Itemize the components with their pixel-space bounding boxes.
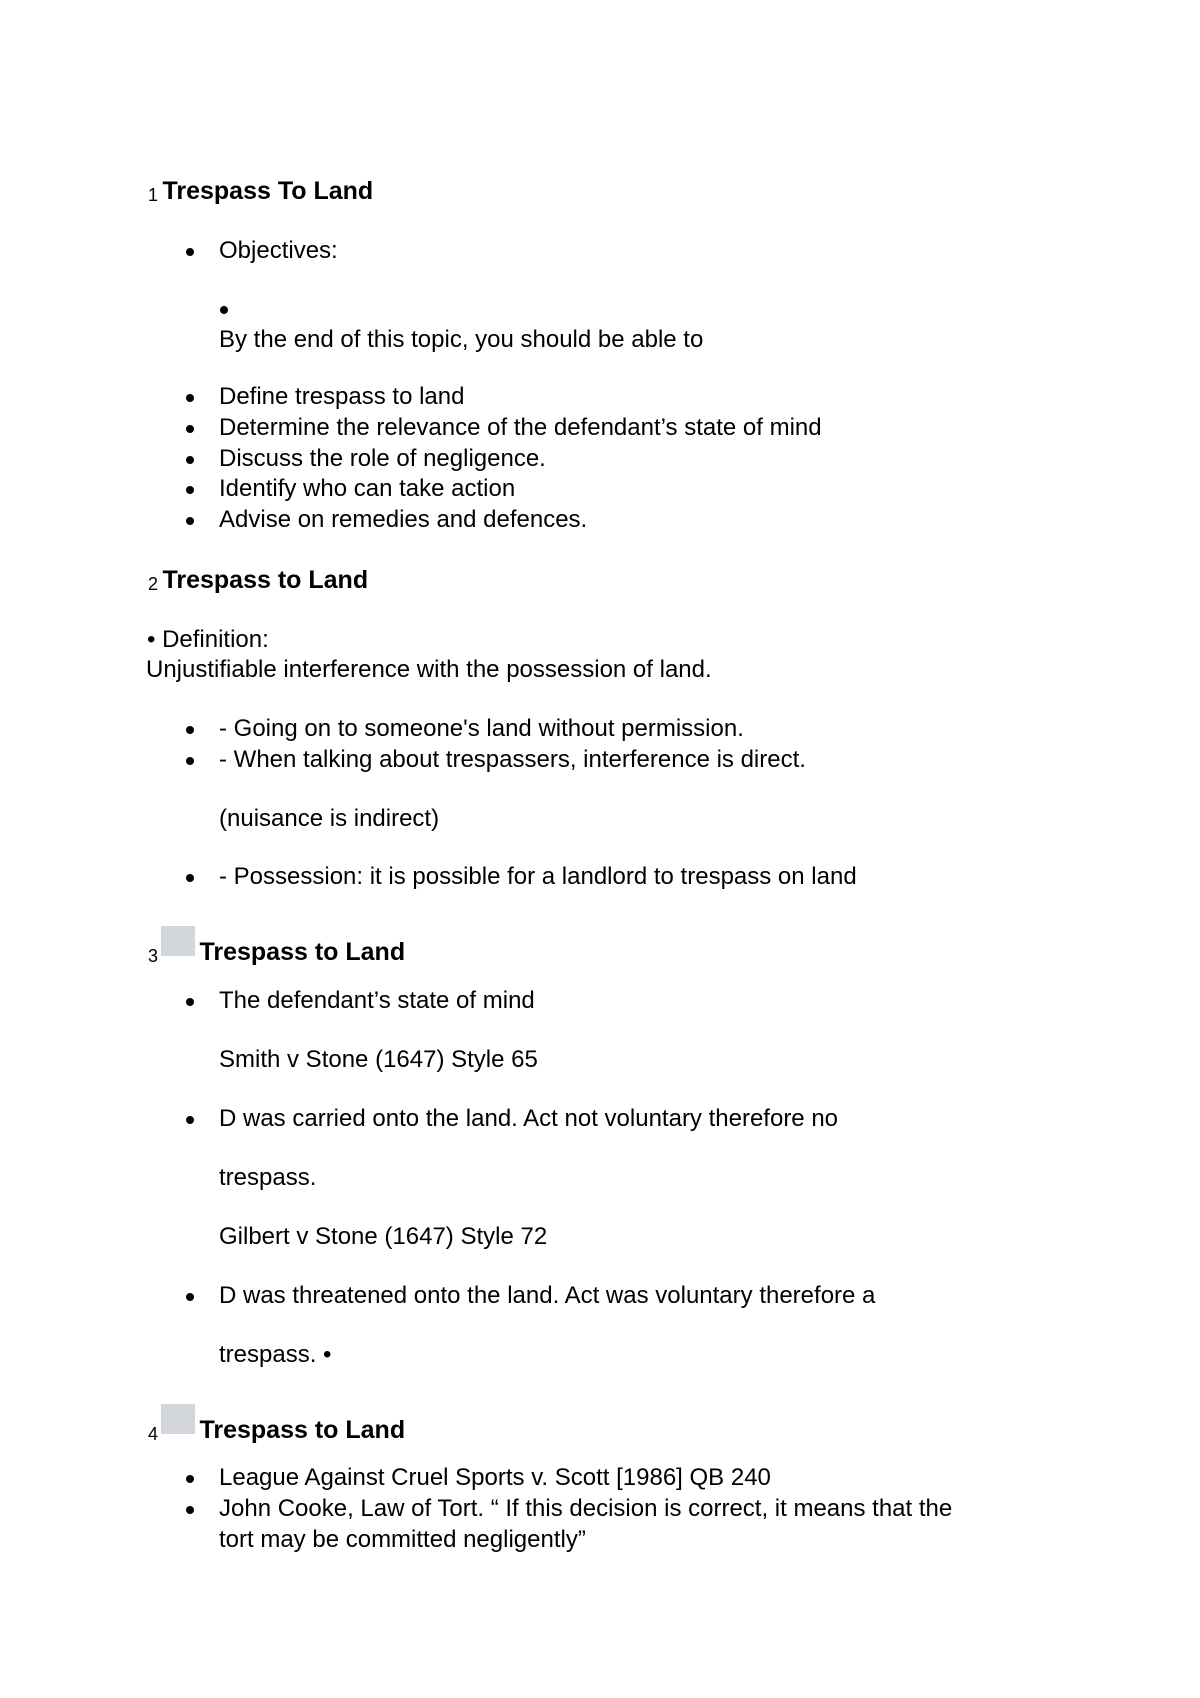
bullet-icon bbox=[186, 1475, 194, 1483]
case-note-continued: trespass. bbox=[219, 1164, 317, 1191]
bullet-icon bbox=[186, 248, 194, 256]
objective-item: Discuss the role of negligence. bbox=[219, 445, 546, 472]
objectives-intro: By the end of this topic, you should be able to bbox=[219, 326, 704, 353]
definition-text: Unjustifiable interference with the possession of land. bbox=[146, 656, 712, 683]
bullet-icon bbox=[186, 486, 194, 494]
section-number: 3 bbox=[148, 946, 159, 966]
section-heading-4 bbox=[148, 1404, 405, 1448]
case-note-continued: trespass. • bbox=[219, 1341, 332, 1368]
bullet-icon bbox=[186, 394, 194, 402]
objective-item: Identify who can take action bbox=[219, 475, 516, 502]
section-heading-2 bbox=[148, 566, 368, 598]
section-title: Trespass To Land bbox=[162, 177, 374, 205]
bullet-icon bbox=[186, 456, 194, 464]
bullet-icon bbox=[186, 1116, 194, 1124]
section-heading-3 bbox=[148, 926, 405, 970]
quote-line-continued: tort may be committed negligently” bbox=[219, 1526, 586, 1553]
bullet-icon bbox=[186, 998, 194, 1006]
slide-thumbnail bbox=[161, 926, 195, 956]
case-citation: Gilbert v Stone (1647) Style 72 bbox=[219, 1223, 548, 1250]
bullet-icon bbox=[220, 306, 228, 314]
bullet-icon bbox=[186, 874, 194, 882]
section-number: 4 bbox=[148, 1424, 159, 1444]
objectives-label: Objectives: bbox=[219, 237, 338, 264]
definition-label: • Definition: bbox=[147, 626, 269, 653]
bullet-icon bbox=[186, 425, 194, 433]
section-title: Trespass to Land bbox=[162, 566, 369, 594]
slide-thumbnail bbox=[161, 1404, 195, 1434]
objective-item: Advise on remedies and defences. bbox=[219, 506, 588, 533]
section-title: Trespass to Land bbox=[199, 1416, 406, 1444]
case-citation: League Against Cruel Sports v. Scott [1986] QB 240 bbox=[219, 1464, 771, 1491]
section-title: Trespass to Land bbox=[199, 938, 406, 966]
case-citation: Smith v Stone (1647) Style 65 bbox=[219, 1046, 538, 1073]
definition-note: (nuisance is indirect) bbox=[219, 805, 440, 832]
definition-item: - Going on to someone's land without permission. bbox=[219, 715, 744, 742]
definition-item: - Possession: it is possible for a landlord to trespass on land bbox=[219, 863, 857, 890]
bullet-icon bbox=[186, 726, 194, 734]
quote-line: John Cooke, Law of Tort. “ If this decision is correct, it means that the bbox=[219, 1495, 953, 1522]
case-note: D was threatened onto the land. Act was voluntary therefore a bbox=[219, 1282, 876, 1309]
bullet-icon bbox=[186, 1293, 194, 1301]
section-number: 1 bbox=[148, 185, 159, 205]
case-note: D was carried onto the land. Act not voluntary therefore no bbox=[219, 1105, 839, 1132]
section-number: 2 bbox=[148, 574, 159, 594]
objective-item: Define trespass to land bbox=[219, 383, 465, 410]
objective-item: Determine the relevance of the defendant’s state of mind bbox=[219, 414, 822, 441]
bullet-icon bbox=[186, 1506, 194, 1514]
section-heading-1 bbox=[148, 177, 373, 209]
bullet-icon bbox=[186, 757, 194, 765]
bullet-icon bbox=[186, 517, 194, 525]
definition-item: - When talking about trespassers, interference is direct. bbox=[219, 746, 806, 773]
state-of-mind-item: The defendant’s state of mind bbox=[219, 987, 535, 1014]
